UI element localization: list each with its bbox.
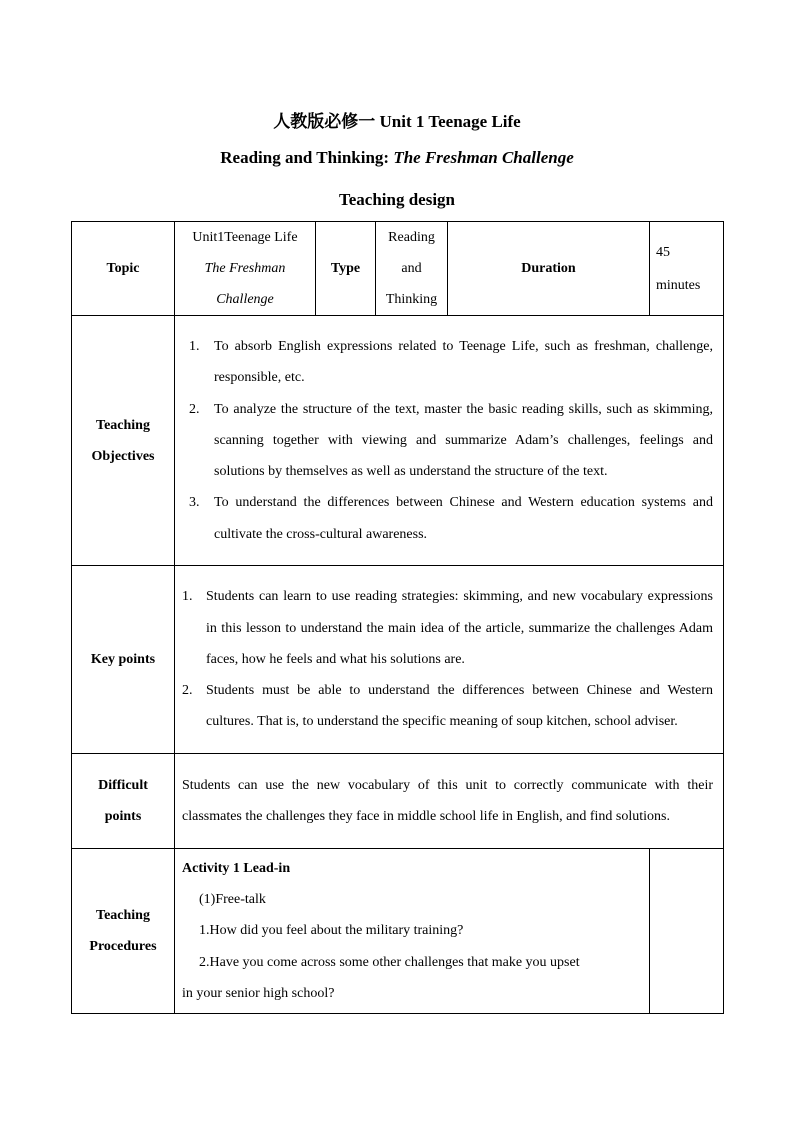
objectives-row	[72, 316, 724, 566]
procedures-label-line1: Teaching	[96, 908, 150, 923]
key-points-label-cell	[72, 566, 175, 754]
list-item	[175, 581, 713, 675]
procedures-label-cell	[72, 849, 175, 1014]
objectives-label-line2: Objectives	[91, 448, 155, 464]
key-points-content-cell	[175, 566, 724, 754]
duration-value-cell	[650, 222, 724, 316]
objectives-label-cell	[72, 316, 175, 566]
topic-label: Topic	[106, 261, 140, 276]
procedures-line4: in your senior high school?	[182, 985, 335, 1001]
teaching-design-table	[71, 221, 724, 1014]
document-title: 人教版必修一 Unit 1 Teenage Life	[273, 112, 521, 131]
topic-value-line2: The Freshman	[204, 261, 286, 276]
difficult-points-text: Students can use the new vocabulary of this unit to correctly communicate with their classmates the challenges they face in middle school life in English, and find solutions.	[182, 777, 713, 824]
objectives-content-cell	[175, 316, 724, 566]
lesson-title	[0, 148, 794, 168]
difficult-points-row	[72, 754, 724, 849]
duration-value-line2: minutes	[656, 277, 701, 293]
type-label-cell	[316, 222, 376, 316]
type-label: Type	[330, 261, 361, 276]
list-item	[175, 675, 713, 737]
type-value-cell	[376, 222, 448, 316]
objectives-label-line1: Teaching	[96, 417, 150, 433]
topic-value-line1: Unit1Teenage Life	[192, 230, 298, 245]
list-item-text: To absorb English expressions related to Teenage Life, such as freshman, challenge, responsible, etc.	[214, 339, 713, 386]
procedures-line3: 2.Have you come across some other challenges that make you upset	[199, 954, 580, 970]
procedures-content-cell	[175, 849, 650, 1014]
key-points-row	[72, 566, 724, 754]
difficult-points-label-line2: points	[104, 809, 142, 824]
lesson-title-italic: The Freshman Challenge	[393, 148, 574, 167]
list-item	[175, 487, 713, 549]
key-points-label: Key points	[90, 652, 156, 667]
list-item-text: Students can learn to use reading strategies: skimming, and new vocabulary expressions in this lesson to understand the main idea of the article, summarize the challenges Adam faces, how he feels and what his solutions are.	[206, 589, 713, 667]
list-item-number: 1.	[182, 589, 193, 605]
procedures-label-line2: Procedures	[89, 939, 157, 954]
duration-label: Duration	[521, 261, 576, 276]
lesson-title-prefix: Reading and Thinking:	[220, 148, 394, 167]
list-item-text: To understand the differences between Chinese and Western education systems and cultivate the cross-cultural awareness.	[214, 495, 713, 542]
topic-label-cell	[72, 222, 175, 316]
objectives-list	[175, 327, 723, 553]
list-item-number: 1.	[189, 339, 200, 355]
duration-value-line1: 45	[656, 244, 670, 260]
procedures-notes-cell	[650, 849, 724, 1014]
list-item-number: 2.	[182, 683, 193, 699]
type-value-line2: and	[401, 261, 422, 276]
key-points-list	[175, 577, 723, 741]
procedures-row	[72, 849, 724, 1014]
list-item-number: 3.	[189, 495, 200, 511]
topic-row	[72, 222, 724, 316]
difficult-points-label-line1: Difficult	[98, 778, 148, 793]
activity-title: Activity 1 Lead-in	[182, 861, 291, 876]
type-value-line1: Reading	[388, 230, 435, 245]
duration-label-cell	[448, 222, 650, 316]
procedures-line2: 1.How did you feel about the military training?	[199, 923, 464, 939]
section-title: Teaching design	[338, 190, 456, 209]
difficult-points-label-cell	[72, 754, 175, 849]
procedures-line1: (1)Free-talk	[199, 892, 266, 908]
list-item-text: Students must be able to understand the differences between Chinese and Western cultures. That is, to understand the specific meaning of soup kitchen, school adviser.	[206, 683, 713, 730]
list-item	[175, 331, 713, 393]
topic-value-line3: Challenge	[216, 292, 274, 307]
type-value-line3: Thinking	[385, 292, 438, 307]
list-item-number: 2.	[189, 401, 200, 417]
topic-value-cell	[175, 222, 316, 316]
procedures-content	[175, 849, 649, 1013]
list-item	[175, 394, 713, 488]
difficult-points-content-cell	[175, 754, 724, 849]
list-item-text: To analyze the structure of the text, master the basic reading skills, such as skimming, scanning together with viewing and summarize Adam’s challenges, feelings and solutions by themselves as well as understand the structure of the text.	[214, 401, 713, 480]
